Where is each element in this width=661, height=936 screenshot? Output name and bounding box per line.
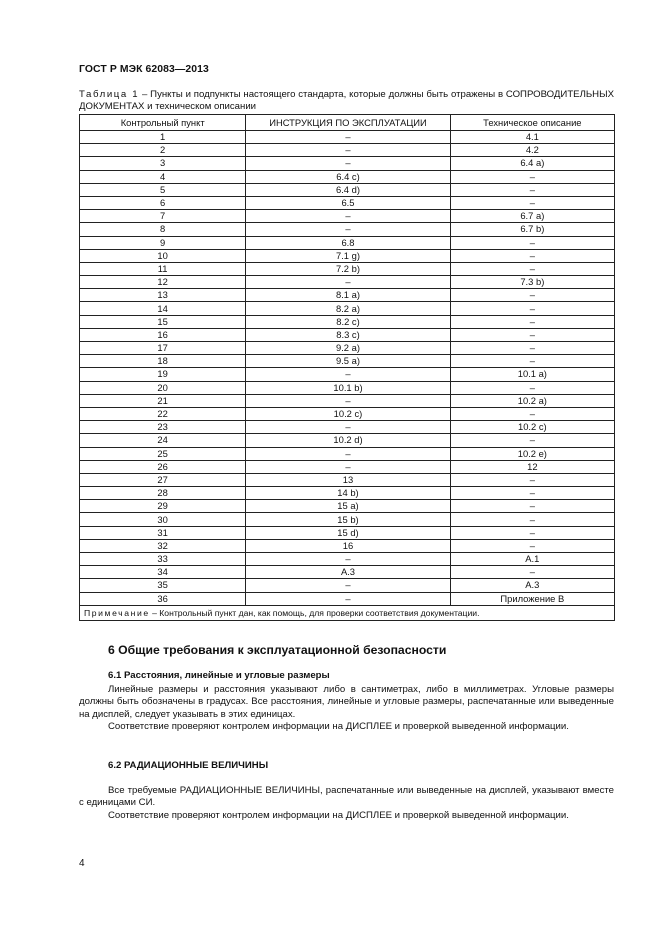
instruction-cell: 7.2 b) xyxy=(246,262,450,275)
checkpoint-cell: 8 xyxy=(80,223,246,236)
table-row xyxy=(80,276,615,289)
checkpoint-cell: 27 xyxy=(80,473,246,486)
checkpoint-cell: 18 xyxy=(80,355,246,368)
checkpoint-cell: 26 xyxy=(80,460,246,473)
instruction-cell: 6.8 xyxy=(246,236,450,249)
tech-description-cell: – xyxy=(450,315,614,328)
paragraph: Соответствие проверяют контролем информации на ДИСПЛЕЕ и проверкой выведенной информации. xyxy=(108,721,569,733)
tech-description-cell: – xyxy=(450,381,614,394)
checkpoint-cell: 14 xyxy=(80,302,246,315)
instruction-cell: 16 xyxy=(246,539,450,552)
instruction-cell: – xyxy=(246,144,450,157)
table-row xyxy=(80,579,615,592)
tech-description-cell: 4.2 xyxy=(450,144,614,157)
tech-description-cell: 10.2 c) xyxy=(450,421,614,434)
checkpoint-cell: 33 xyxy=(80,553,246,566)
instruction-cell: 14 b) xyxy=(246,487,450,500)
instruction-cell: – xyxy=(246,460,450,473)
checkpoint-cell: 22 xyxy=(80,407,246,420)
tech-description-cell: – xyxy=(450,434,614,447)
section-6-1-body xyxy=(79,684,614,734)
checkpoint-cell: 9 xyxy=(80,236,246,249)
instruction-cell: – xyxy=(246,368,450,381)
instruction-cell: – xyxy=(246,210,450,223)
table-row xyxy=(80,473,615,486)
checkpoint-cell: 2 xyxy=(80,144,246,157)
checkpoint-cell: 7 xyxy=(80,210,246,223)
tech-description-cell: 6.7 a) xyxy=(450,210,614,223)
instruction-cell: 6.4 d) xyxy=(246,183,450,196)
tech-description-cell: Приложение В xyxy=(450,592,614,605)
column-header: Техническое описание xyxy=(450,115,614,131)
tech-description-cell: – xyxy=(450,342,614,355)
tech-description-cell: A.1 xyxy=(450,553,614,566)
tech-description-cell: – xyxy=(450,262,614,275)
tech-description-cell: 4.1 xyxy=(450,131,614,144)
instruction-cell: – xyxy=(246,579,450,592)
tech-description-cell: – xyxy=(450,566,614,579)
table-row xyxy=(80,513,615,526)
checkpoint-cell: 31 xyxy=(80,526,246,539)
checkpoint-cell: 5 xyxy=(80,183,246,196)
table-row xyxy=(80,289,615,302)
instruction-cell: – xyxy=(246,131,450,144)
tech-description-cell: – xyxy=(450,500,614,513)
table-row xyxy=(80,196,615,209)
checkpoint-cell: 17 xyxy=(80,342,246,355)
instruction-cell: 8.2 c) xyxy=(246,315,450,328)
checkpoint-cell: 21 xyxy=(80,394,246,407)
tech-description-cell: – xyxy=(450,473,614,486)
tech-description-cell: – xyxy=(450,328,614,341)
paragraph: Линейные размеры и расстояния указывают либо в сантиметрах, либо в миллиметрах. Угловые размеры должны быть обозначены в градусах. Все расстояния, линейные и угловые размеры, распечатанные или выведенные на дисплей, следует указывать в этих единицах. xyxy=(79,684,614,720)
tech-description-cell: 10.1 a) xyxy=(450,368,614,381)
instruction-cell: 15 a) xyxy=(246,500,450,513)
table-row xyxy=(80,553,615,566)
table-row xyxy=(80,157,615,170)
tech-description-cell: – xyxy=(450,302,614,315)
checkpoint-cell: 36 xyxy=(80,592,246,605)
instruction-cell: – xyxy=(246,223,450,236)
paragraph: Соответствие проверяют контролем информации на ДИСПЛЕЕ и проверкой выведенной информации. xyxy=(108,809,569,821)
instruction-cell: 8.2 a) xyxy=(246,302,450,315)
tech-description-cell: 10.2 a) xyxy=(450,394,614,407)
instruction-cell: 15 b) xyxy=(246,513,450,526)
instruction-cell: 10.2 c) xyxy=(246,407,450,420)
section-6-2-title: 6.2 РАДИАЦИОННЫЕ ВЕЛИЧИНЫ xyxy=(108,760,269,771)
table-row xyxy=(80,223,615,236)
section-6-1-title: 6.1 Расстояния, линейные и угловые размеры xyxy=(108,670,330,681)
instruction-cell: – xyxy=(246,553,450,566)
instruction-cell: 10.2 d) xyxy=(246,434,450,447)
instruction-cell: 9.5 a) xyxy=(246,355,450,368)
checkpoint-cell: 28 xyxy=(80,487,246,500)
table-row xyxy=(80,447,615,460)
instruction-cell: 8.1 a) xyxy=(246,289,450,302)
table-row xyxy=(80,144,615,157)
tech-description-cell: – xyxy=(450,170,614,183)
table-caption-text: – Пункты и подпункты настоящего стандарта, которые должны быть отражены в СОПРОВОДИТЕЛЬНЫХ ДОКУМЕНТАХ и техническом описании xyxy=(79,89,614,112)
tech-description-cell: – xyxy=(450,513,614,526)
table-header-row xyxy=(80,115,615,131)
instruction-cell: 15 d) xyxy=(246,526,450,539)
checkpoint-cell: 20 xyxy=(80,381,246,394)
column-header: ИНСТРУКЦИЯ ПО ЭКСПЛУАТАЦИИ xyxy=(246,115,450,131)
checkpoint-cell: 24 xyxy=(80,434,246,447)
table-row xyxy=(80,183,615,196)
tech-description-cell: – xyxy=(450,539,614,552)
checkpoint-cell: 34 xyxy=(80,566,246,579)
table-row xyxy=(80,421,615,434)
checkpoint-cell: 23 xyxy=(80,421,246,434)
checkpoint-cell: 4 xyxy=(80,170,246,183)
table-row xyxy=(80,487,615,500)
instruction-cell: 7.1 g) xyxy=(246,249,450,262)
tech-description-cell: 6.4 a) xyxy=(450,157,614,170)
table-row xyxy=(80,342,615,355)
table-row xyxy=(80,500,615,513)
tech-description-cell: – xyxy=(450,196,614,209)
table-row xyxy=(80,249,615,262)
checkpoint-cell: 10 xyxy=(80,249,246,262)
table-row xyxy=(80,262,615,275)
instruction-cell: 9.2 a) xyxy=(246,342,450,355)
tech-description-cell: – xyxy=(450,407,614,420)
checkpoint-cell: 29 xyxy=(80,500,246,513)
tech-description-cell: – xyxy=(450,487,614,500)
table-caption-label: Таблица 1 xyxy=(79,89,140,100)
table-row xyxy=(80,170,615,183)
instruction-cell: – xyxy=(246,157,450,170)
tech-description-cell: 7.3 b) xyxy=(450,276,614,289)
table-row xyxy=(80,394,615,407)
checkpoint-cell: 13 xyxy=(80,289,246,302)
table-row xyxy=(80,210,615,223)
checkpoint-cell: 19 xyxy=(80,368,246,381)
checkpoint-cell: 6 xyxy=(80,196,246,209)
table-row xyxy=(80,434,615,447)
table-note-label: Примечание xyxy=(84,607,150,618)
table-row xyxy=(80,526,615,539)
tech-description-cell: 10.2 e) xyxy=(450,447,614,460)
tech-description-cell: – xyxy=(450,289,614,302)
table-row xyxy=(80,539,615,552)
table-body xyxy=(80,131,615,606)
requirements-table xyxy=(79,114,615,621)
table-row xyxy=(80,460,615,473)
table-row xyxy=(80,566,615,579)
instruction-cell: – xyxy=(246,592,450,605)
checkpoint-cell: 32 xyxy=(80,539,246,552)
tech-description-cell: A.3 xyxy=(450,579,614,592)
checkpoint-cell: 15 xyxy=(80,315,246,328)
table-row xyxy=(80,407,615,420)
paragraph: Все требуемые РАДИАЦИОННЫЕ ВЕЛИЧИНЫ, распечатанные или выведенные на дисплей, указывают вместе с единицами СИ. xyxy=(79,785,614,809)
document-header: ГОСТ Р МЭК 62083—2013 xyxy=(79,64,209,75)
section-6-title: 6 Общие требования к эксплуатационной безопасности xyxy=(108,643,447,657)
tech-description-cell: 6.7 b) xyxy=(450,223,614,236)
checkpoint-cell: 35 xyxy=(80,579,246,592)
tech-description-cell: – xyxy=(450,183,614,196)
checkpoint-cell: 30 xyxy=(80,513,246,526)
instruction-cell: – xyxy=(246,276,450,289)
tech-description-cell: 12 xyxy=(450,460,614,473)
section-6-2-body xyxy=(79,785,614,822)
table-note-row xyxy=(80,605,615,620)
table-row xyxy=(80,592,615,605)
tech-description-cell: – xyxy=(450,355,614,368)
checkpoint-cell: 25 xyxy=(80,447,246,460)
instruction-cell: – xyxy=(246,421,450,434)
table-row xyxy=(80,302,615,315)
table-row xyxy=(80,355,615,368)
instruction-cell: 13 xyxy=(246,473,450,486)
table-row xyxy=(80,328,615,341)
checkpoint-cell: 11 xyxy=(80,262,246,275)
column-header: Контрольный пункт xyxy=(80,115,246,131)
instruction-cell: 6.4 c) xyxy=(246,170,450,183)
tech-description-cell: – xyxy=(450,236,614,249)
instruction-cell: – xyxy=(246,394,450,407)
checkpoint-cell: 12 xyxy=(80,276,246,289)
table-row xyxy=(80,236,615,249)
instruction-cell: 6.5 xyxy=(246,196,450,209)
checkpoint-cell: 3 xyxy=(80,157,246,170)
checkpoint-cell: 16 xyxy=(80,328,246,341)
instruction-cell: – xyxy=(246,447,450,460)
tech-description-cell: – xyxy=(450,249,614,262)
table-row xyxy=(80,315,615,328)
table-row xyxy=(80,368,615,381)
table-caption xyxy=(79,89,614,113)
instruction-cell: A.3 xyxy=(246,566,450,579)
tech-description-cell: – xyxy=(450,526,614,539)
instruction-cell: 8.3 c) xyxy=(246,328,450,341)
table-row xyxy=(80,381,615,394)
checkpoint-cell: 1 xyxy=(80,131,246,144)
table-note-text: – Контрольный пункт дан, как помощь, для проверки соответствия документации. xyxy=(149,607,480,618)
instruction-cell: 10.1 b) xyxy=(246,381,450,394)
table-row xyxy=(80,131,615,144)
page-number: 4 xyxy=(79,858,85,869)
table-note xyxy=(80,605,615,620)
